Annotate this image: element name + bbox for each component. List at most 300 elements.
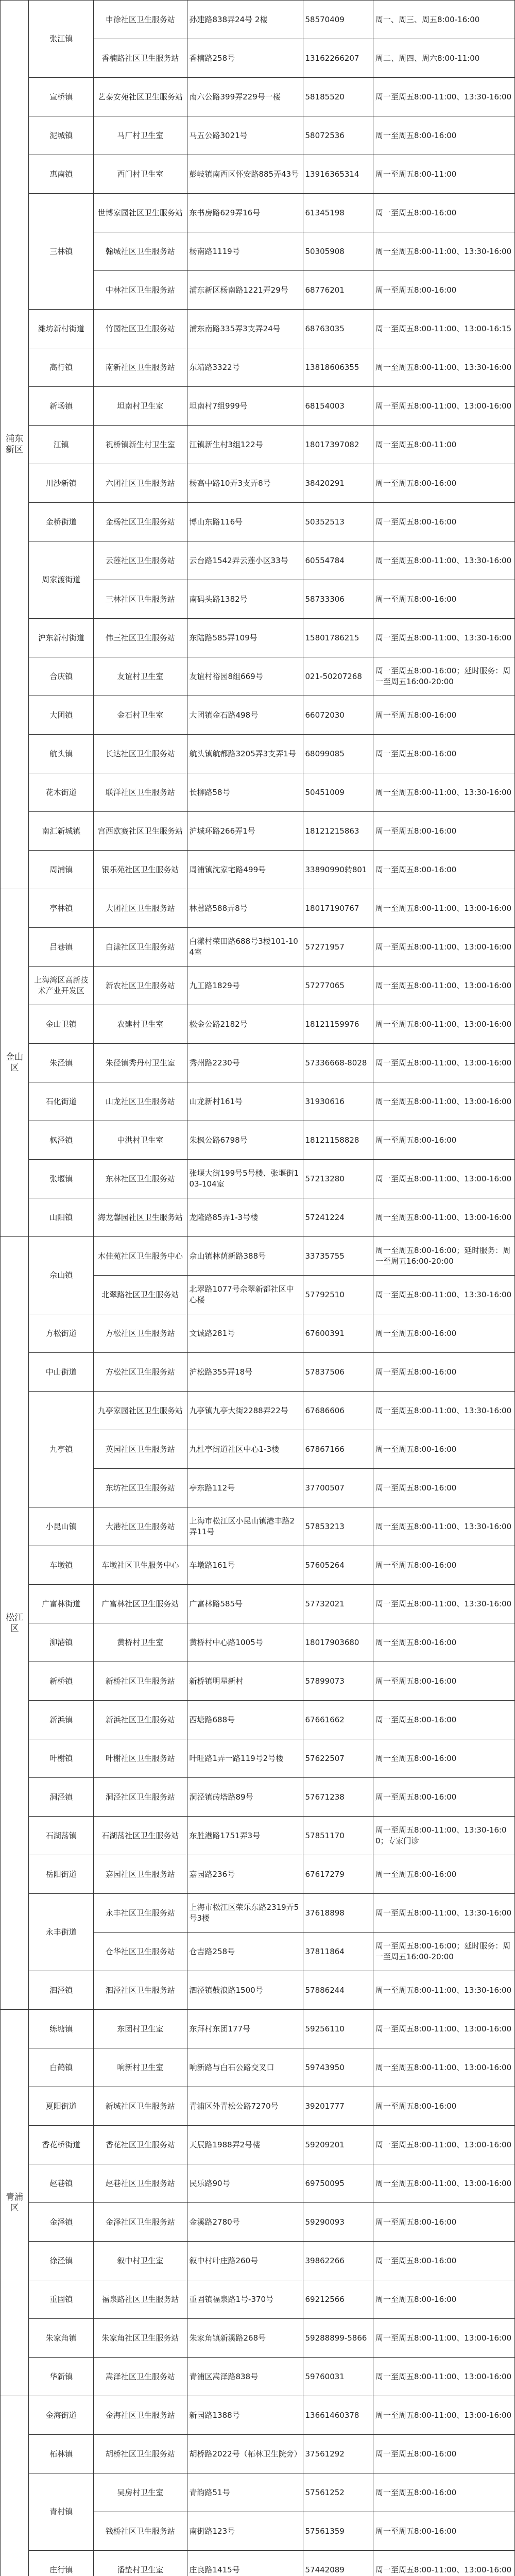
table-row (1, 696, 515, 735)
street-cell: 张堰镇 (29, 1160, 94, 1198)
address-cell: 博山东路116号 (187, 503, 303, 541)
address-cell: 长柳路58号 (187, 773, 303, 812)
address-cell: 亭东路112号 (187, 1469, 303, 1507)
center-name-cell: 金海社区卫生服务站 (94, 2396, 187, 2435)
table-row (1, 1855, 515, 1894)
address-cell: 金溪路2780号 (187, 2203, 303, 2242)
street-cell: 张江镇 (29, 1, 94, 78)
hours-cell: 周一至周五8:00-16:00 (373, 1314, 514, 1353)
address-cell: 嘉园路236号 (187, 1855, 303, 1894)
table-row (1, 657, 515, 696)
table-row (1, 1044, 515, 1082)
address-cell: 朱家角镇新溪路268号 (187, 2319, 303, 2358)
address-cell: 沪松路355弄18号 (187, 1353, 303, 1392)
phone-cell: 021-50207268 (303, 657, 373, 696)
hours-cell: 周一至周五8:00-11:00、13:00-16:00 (373, 2126, 514, 2164)
center-name-cell: 联洋社区卫生服务站 (94, 773, 187, 812)
street-cell: 石湖荡镇 (29, 1817, 94, 1855)
hours-cell: 周一至周五8:00-16:00 (373, 2435, 514, 2473)
phone-cell: 59256110 (303, 2010, 373, 2048)
hours-cell: 周一至周五8:00-11:00、13:00-16:00 (373, 1005, 514, 1044)
street-cell: 江镇 (29, 426, 94, 464)
hours-cell: 周二、周四、周六8:00-11:00 (373, 39, 514, 78)
hours-cell: 周一至周五8:00-16:00 (373, 1855, 514, 1894)
table-row (1, 387, 515, 426)
phone-cell: 58185520 (303, 78, 373, 116)
street-cell: 徐泾镇 (29, 2242, 94, 2280)
street-cell: 夏阳街道 (29, 2087, 94, 2126)
hours-cell: 周一至周五8:00-11:00、13:30-16:00 (373, 1971, 514, 2010)
address-cell: 新桥镇明星新村 (187, 1662, 303, 1701)
center-name-cell: 竹园社区卫生服务站 (94, 310, 187, 348)
table-row (1, 2087, 515, 2126)
center-name-cell: 中林社区卫生服务站 (94, 271, 187, 310)
center-name-cell: 方松社区卫生服务站 (94, 1314, 187, 1353)
table-row (1, 348, 515, 387)
table-row (1, 812, 515, 851)
phone-cell: 57899073 (303, 1662, 373, 1701)
hours-cell: 周一至周五8:00-11:00、13:30-16:00 (373, 1585, 514, 1623)
center-name-cell: 友谊村卫生室 (94, 657, 187, 696)
phone-cell: 39201777 (303, 2087, 373, 2126)
street-cell: 潍坊新村街道 (29, 310, 94, 348)
hours-cell: 周一至周五8:00-11:00、13:00-16:00 (373, 889, 514, 928)
address-cell: 航头镇航都路3205弄3支弄1号 (187, 735, 303, 773)
street-cell: 重固镇 (29, 2280, 94, 2319)
phone-cell: 68763035 (303, 310, 373, 348)
address-cell: 浦东新区杨南路1221弄29号 (187, 271, 303, 310)
center-name-cell: 响新村卫生室 (94, 2048, 187, 2087)
hours-cell: 周一至周五8:00-16:00 (373, 2512, 514, 2551)
hours-cell: 周一至周五8:00-11:00 (373, 155, 514, 194)
hours-cell: 周一至周五8:00-16:00 (373, 1778, 514, 1817)
hours-cell: 周一至周五8:00-16:00；延时服务：周一至周五16:00-20:00 (373, 657, 514, 696)
table-row (1, 2435, 515, 2473)
address-cell: 佘山镇林荫新路388号 (187, 1237, 303, 1276)
street-cell: 小昆山镇 (29, 1507, 94, 1546)
street-cell: 花木街道 (29, 773, 94, 812)
center-name-cell: 金杨社区卫生服务站 (94, 503, 187, 541)
district-cell: 金山区 (1, 889, 29, 1237)
table-row (1, 1971, 515, 2010)
center-name-cell: 申徐社区卫生服务站 (94, 1, 187, 39)
address-cell: 林慧路588弄8号 (187, 889, 303, 928)
address-cell: 大团镇金石路498号 (187, 696, 303, 735)
phone-cell: 57851170 (303, 1817, 373, 1855)
phone-cell: 37700507 (303, 1469, 373, 1507)
center-name-cell: 钱桥社区卫生服务站 (94, 2512, 187, 2551)
phone-cell: 67617279 (303, 1855, 373, 1894)
street-cell: 华新镇 (29, 2358, 94, 2396)
phone-cell: 57213280 (303, 1160, 373, 1198)
phone-cell: 69750095 (303, 2164, 373, 2203)
center-name-cell: 朱径镇秀丹村卫生室 (94, 1044, 187, 1082)
hours-cell: 周一至周五8:00-16:00 (373, 194, 514, 232)
center-name-cell: 黄桥村卫生室 (94, 1623, 187, 1662)
address-cell: 叶旺路1弄一路119号2号楼 (187, 1739, 303, 1778)
center-name-cell: 中洪村卫生室 (94, 1121, 187, 1160)
phone-cell: 13818606355 (303, 348, 373, 387)
hours-cell: 周一至周五8:00-16:00 (373, 812, 514, 851)
phone-cell: 13162266207 (303, 39, 373, 78)
street-cell: 广富林街道 (29, 1585, 94, 1623)
hours-cell: 周一至周五8:00-11:00、13:30-16:00 (373, 773, 514, 812)
center-name-cell: 新农社区卫生服务站 (94, 967, 187, 1005)
address-cell: 东靖路3322号 (187, 348, 303, 387)
phone-cell: 59209201 (303, 2126, 373, 2164)
district-cell: 松江区 (1, 1237, 29, 2010)
table-row (1, 2280, 515, 2319)
street-cell: 佘山镇 (29, 1237, 94, 1314)
street-cell: 车墩镇 (29, 1546, 94, 1585)
street-cell: 永丰街道 (29, 1894, 94, 1971)
phone-cell: 57622507 (303, 1739, 373, 1778)
phone-cell: 15801786215 (303, 619, 373, 657)
center-name-cell: 新浜社区卫生服务站 (94, 1701, 187, 1739)
hours-cell: 周一至周五8:00-11:00、13:30-16:00 (373, 232, 514, 271)
hours-cell: 周一至周五8:00-11:00、13:00-16:00 (373, 2319, 514, 2358)
table-row (1, 155, 515, 194)
address-cell: 友谊村裕园8组669号 (187, 657, 303, 696)
street-cell: 九亭镇 (29, 1392, 94, 1507)
address-cell: 杨高中路10弄3支弄8号 (187, 464, 303, 503)
phone-cell: 57605264 (303, 1546, 373, 1585)
phone-cell: 59288899-5866 (303, 2319, 373, 2358)
address-cell: 江镇新生村3组122号 (187, 426, 303, 464)
address-cell: 香楠路258号 (187, 39, 303, 78)
table-row (1, 967, 515, 1005)
address-cell: 广富林路585号 (187, 1585, 303, 1623)
table-row (1, 1662, 515, 1701)
address-cell: 彭岐镇南西区怀安路885弄43号 (187, 155, 303, 194)
phone-cell: 33735755 (303, 1237, 373, 1276)
street-cell: 枫泾镇 (29, 1121, 94, 1160)
address-cell: 东胜港路1751弄3号 (187, 1817, 303, 1855)
street-cell: 新桥镇 (29, 1662, 94, 1701)
address-cell: 朱枫公路6798号 (187, 1121, 303, 1160)
table-row (1, 1314, 515, 1353)
phone-cell: 57561252 (303, 2473, 373, 2512)
street-cell: 新浜镇 (29, 1701, 94, 1739)
phone-cell: 66072030 (303, 696, 373, 735)
hours-cell: 周一至周五8:00-11:00、13:00-16:00 (373, 2164, 514, 2203)
center-name-cell: 南新社区卫生服务站 (94, 348, 187, 387)
address-cell: 浦东南路335弄3支弄24号 (187, 310, 303, 348)
phone-cell: 18121159976 (303, 1005, 373, 1044)
street-cell: 亭林镇 (29, 889, 94, 928)
phone-cell: 33890990转801 (303, 851, 373, 889)
center-name-cell: 坦南村卫生室 (94, 387, 187, 426)
address-cell: 云台路1542弄云莲小区33号 (187, 541, 303, 580)
table-row (1, 2473, 515, 2512)
address-cell: 周浦镇沈家宅路499号 (187, 851, 303, 889)
hours-cell: 周一至周五8:00-11:00、13:00-16:00 (373, 928, 514, 967)
center-name-cell: 九亭家园社区卫生服务站 (94, 1392, 187, 1430)
phone-cell: 61345198 (303, 194, 373, 232)
phone-cell: 18017397082 (303, 426, 373, 464)
phone-cell: 37811864 (303, 1933, 373, 1971)
hours-cell: 周一至周五8:00-16:00 (373, 2473, 514, 2512)
street-cell: 周家渡街道 (29, 541, 94, 619)
table-row (1, 1739, 515, 1778)
phone-cell: 68154003 (303, 387, 373, 426)
center-name-cell: 世博家园社区卫生服务站 (94, 194, 187, 232)
center-name-cell: 东林社区卫生服务站 (94, 1160, 187, 1198)
table-row (1, 310, 515, 348)
hours-cell: 周一至周五8:00-11:00、13:00-16:00 (373, 2396, 514, 2435)
address-cell: 东书房路629弄16号 (187, 194, 303, 232)
center-name-cell: 金石村卫生室 (94, 696, 187, 735)
phone-cell: 18121158828 (303, 1121, 373, 1160)
center-name-cell: 翰城社区卫生服务站 (94, 232, 187, 271)
address-cell: 洞泾镇砖塔路89号 (187, 1778, 303, 1817)
hours-cell: 周一至周五8:00-16:00 (373, 1662, 514, 1701)
center-name-cell: 云莲社区卫生服务站 (94, 541, 187, 580)
street-cell: 航头镇 (29, 735, 94, 773)
street-cell: 金海街道 (29, 2396, 94, 2435)
hours-cell: 周一至周五8:00-11:00 (373, 426, 514, 464)
street-cell: 大团镇 (29, 696, 94, 735)
address-cell: 沪城环路266弄1号 (187, 812, 303, 851)
address-cell: 坦南村7组999号 (187, 387, 303, 426)
table-row (1, 928, 515, 967)
center-name-cell: 伟三社区卫生服务站 (94, 619, 187, 657)
table-row (1, 1160, 515, 1198)
street-cell: 吕巷镇 (29, 928, 94, 967)
street-cell: 周浦镇 (29, 851, 94, 889)
phone-cell: 57837506 (303, 1353, 373, 1392)
hours-cell: 周一至周五8:00-11:00、13:30-16:00；专家门诊 (373, 1817, 514, 1855)
table-row (1, 1082, 515, 1121)
phone-cell: 58072536 (303, 116, 373, 155)
phone-cell: 57336668-8028 (303, 1044, 373, 1082)
center-name-cell: 六团社区卫生服务站 (94, 464, 187, 503)
table-row (1, 426, 515, 464)
hours-cell: 周一至周五8:00-11:00、13:00-16:00 (373, 2010, 514, 2048)
center-name-cell: 马厂村卫生室 (94, 116, 187, 155)
street-cell: 新场镇 (29, 387, 94, 426)
phone-cell: 50305908 (303, 232, 373, 271)
table-row (1, 2319, 515, 2358)
table-row (1, 541, 515, 580)
hours-cell: 周一至周五8:00-16:00 (373, 2280, 514, 2319)
center-name-cell: 香花社区卫生服务站 (94, 2126, 187, 2164)
address-cell: 九工路1829号 (187, 967, 303, 1005)
address-cell: 庄良路1415号 (187, 2551, 303, 2576)
table-row (1, 619, 515, 657)
street-cell: 石化街道 (29, 1082, 94, 1121)
street-cell: 朱家角镇 (29, 2319, 94, 2358)
table-row (1, 2126, 515, 2164)
table-row (1, 1817, 515, 1855)
center-name-cell: 吴房村卫生室 (94, 2473, 187, 2512)
phone-cell: 39862266 (303, 2242, 373, 2280)
table-row (1, 851, 515, 889)
hours-cell: 周一至周五8:00-11:00、13:00-16:00 (373, 387, 514, 426)
phone-cell: 57241224 (303, 1198, 373, 1237)
phone-cell: 57886244 (303, 1971, 373, 2010)
hours-cell: 周一至周五8:00-11:00、13:30-16:00 (373, 1894, 514, 1933)
street-cell: 岳阳街道 (29, 1855, 94, 1894)
phone-cell: 57271957 (303, 928, 373, 967)
center-name-cell: 广富林社区卫生服务站 (94, 1585, 187, 1623)
hours-cell: 周一至周五8:00-16:00 (373, 1121, 514, 1160)
table-row (1, 78, 515, 116)
hours-cell: 周一至周五8:00-11:00、13:00-16:00 (373, 1044, 514, 1082)
phone-cell: 68099085 (303, 735, 373, 773)
center-name-cell: 永丰社区卫生服务站 (94, 1894, 187, 1933)
center-name-cell: 海龙馨园社区卫生服务站 (94, 1198, 187, 1237)
hours-cell: 周一至周五8:00-16:00 (373, 2087, 514, 2126)
center-name-cell: 胡桥社区卫生服务站 (94, 2435, 187, 2473)
address-cell: 天辰路1988弄2号楼 (187, 2126, 303, 2164)
hours-cell: 周一至周五8:00-16:00；延时服务：周一至周五16:00-20:00 (373, 1933, 514, 1971)
hours-cell: 周一至周五8:00-11:00、13:30-16:00 (373, 541, 514, 580)
address-cell: 新园路1388号 (187, 2396, 303, 2435)
street-cell: 中山街道 (29, 1353, 94, 1392)
table-row (1, 1546, 515, 1585)
street-cell: 川沙新镇 (29, 464, 94, 503)
center-name-cell: 香楠路社区卫生服务站 (94, 39, 187, 78)
district-cell: 青浦区 (1, 2010, 29, 2396)
phone-cell: 31930616 (303, 1082, 373, 1121)
center-name-cell: 朱家角社区卫生服务站 (94, 2319, 187, 2358)
street-cell: 上海湾区高新技术产业开发区 (29, 967, 94, 1005)
table-row (1, 773, 515, 812)
address-cell: 东陆路585弄109号 (187, 619, 303, 657)
hours-cell: 周一至周五8:00-16:00 (373, 271, 514, 310)
table-row (1, 1353, 515, 1392)
table-row (1, 1392, 515, 1430)
address-cell: 东拜村东团177号 (187, 2010, 303, 2048)
hours-cell: 周一至周五8:00-11:00、13:30-16:00 (373, 78, 514, 116)
address-cell: 白漾村荣田路688号3楼101-104室 (187, 928, 303, 967)
address-cell: 黄桥村中心路1005号 (187, 1623, 303, 1662)
phone-cell: 59760031 (303, 2358, 373, 2396)
address-cell: 民乐路90号 (187, 2164, 303, 2203)
phone-cell: 18017903680 (303, 1623, 373, 1662)
table-row (1, 2010, 515, 2048)
street-cell: 合庆镇 (29, 657, 94, 696)
center-name-cell: 车墩社区卫生服务中心 (94, 1546, 187, 1585)
phone-cell: 67686606 (303, 1392, 373, 1430)
address-cell: 北翠路1077号佘翠新都社区中心楼 (187, 1276, 303, 1314)
hours-cell: 周一至周五8:00-11:00、13:00-16:00 (373, 1082, 514, 1121)
center-name-cell: 英园社区卫生服务站 (94, 1430, 187, 1469)
street-cell: 三林镇 (29, 194, 94, 310)
street-cell: 惠南镇 (29, 155, 94, 194)
table-row (1, 1237, 515, 1276)
street-cell: 白鹤镇 (29, 2048, 94, 2087)
street-cell: 方松街道 (29, 1314, 94, 1353)
center-name-cell: 长达社区卫生服务站 (94, 735, 187, 773)
hours-cell: 周一至周五8:00-16:00 (373, 1739, 514, 1778)
phone-cell: 57442089 (303, 2551, 373, 2576)
street-cell: 泗泾镇 (29, 1971, 94, 2010)
table-row (1, 1005, 515, 1044)
center-name-cell: 新城社区卫生服务站 (94, 2087, 187, 2126)
center-name-cell: 洞泾社区卫生服务站 (94, 1778, 187, 1817)
address-cell: 泗泾镇鼓浪路1500号 (187, 1971, 303, 2010)
hours-cell: 周一至周五8:00-16:00 (373, 1701, 514, 1739)
table-row (1, 1585, 515, 1623)
phone-cell: 68776201 (303, 271, 373, 310)
hours-cell: 周一至周五8:00-16:00 (373, 464, 514, 503)
phone-cell: 58733306 (303, 580, 373, 619)
street-cell: 沪东新村街道 (29, 619, 94, 657)
hours-cell: 周一至周五8:00-11:00、13:30-16:00 (373, 1276, 514, 1314)
hours-cell: 周一至周五8:00-11:00、13:30-16:00 (373, 1507, 514, 1546)
street-cell: 庄行镇 (29, 2551, 94, 2576)
hours-cell: 周一至周五8:00-16:00 (373, 1430, 514, 1469)
table-row (1, 2396, 515, 2435)
center-name-cell: 祝桥镇新生村卫生室 (94, 426, 187, 464)
table-row (1, 1778, 515, 1817)
center-name-cell: 东团村卫生室 (94, 2010, 187, 2048)
center-name-cell: 石湖荡社区卫生服务站 (94, 1817, 187, 1855)
center-name-cell: 赵巷社区卫生服务站 (94, 2164, 187, 2203)
street-cell: 山阳镇 (29, 1198, 94, 1237)
district-cell (1, 2396, 29, 2576)
center-name-cell: 泗泾社区卫生服务站 (94, 1971, 187, 2010)
hours-cell: 周一至周五8:00-16:00 (373, 116, 514, 155)
center-name-cell: 北翠路社区卫生服务站 (94, 1276, 187, 1314)
table-row (1, 2551, 515, 2576)
phone-cell: 50352513 (303, 503, 373, 541)
hours-cell: 周一至周五8:00-11:00、13:00-16:00 (373, 2551, 514, 2576)
hours-cell: 周一至周五8:00-16:00 (373, 735, 514, 773)
address-cell: 南六公路399弄229号一楼 (187, 78, 303, 116)
address-cell: 孙建路838弄24号 2楼 (187, 1, 303, 39)
address-cell: 杨南路1119号 (187, 232, 303, 271)
center-name-cell: 大团社区卫生服务站 (94, 889, 187, 928)
address-cell: 秀州路2230号 (187, 1044, 303, 1082)
address-cell: 山龙新村161号 (187, 1082, 303, 1121)
center-name-cell: 嘉园社区卫生服务站 (94, 1855, 187, 1894)
address-cell: 文诚路281号 (187, 1314, 303, 1353)
street-cell: 泥城镇 (29, 116, 94, 155)
hours-cell: 周一至周五8:00-16:00 (373, 2242, 514, 2280)
table-row (1, 2203, 515, 2242)
table-row (1, 1701, 515, 1739)
street-cell: 宣桥镇 (29, 78, 94, 116)
table-row (1, 1623, 515, 1662)
hours-cell: 周一至周五8:00-16:00 (373, 503, 514, 541)
table-row (1, 1, 515, 39)
center-name-cell: 叙中村卫生室 (94, 2242, 187, 2280)
table-row (1, 2164, 515, 2203)
address-cell: 松金公路2182号 (187, 1005, 303, 1044)
address-cell: 车墩路161号 (187, 1546, 303, 1585)
street-cell: 青村镇 (29, 2473, 94, 2551)
table-row (1, 503, 515, 541)
center-name-cell: 银乐苑社区卫生服务站 (94, 851, 187, 889)
address-cell: 南街路123号 (187, 2512, 303, 2551)
phone-cell: 57732021 (303, 1585, 373, 1623)
center-name-cell: 木佳苑社区卫生服务中心 (94, 1237, 187, 1276)
phone-cell: 59743950 (303, 2048, 373, 2087)
phone-cell: 50451009 (303, 773, 373, 812)
hours-cell: 周一至周五8:00-16:00 (373, 696, 514, 735)
district-cell: 浦东新区 (1, 1, 29, 889)
center-name-cell: 潘垫村卫生室 (94, 2551, 187, 2576)
table-row (1, 735, 515, 773)
phone-cell: 59290093 (303, 2203, 373, 2242)
hours-cell: 周一至周五8:00-11:00、13:30-16:00 (373, 348, 514, 387)
address-cell: 马五公路3021号 (187, 116, 303, 155)
center-name-cell: 方松社区卫生服务站 (94, 1353, 187, 1392)
street-cell: 金泽镇 (29, 2203, 94, 2242)
